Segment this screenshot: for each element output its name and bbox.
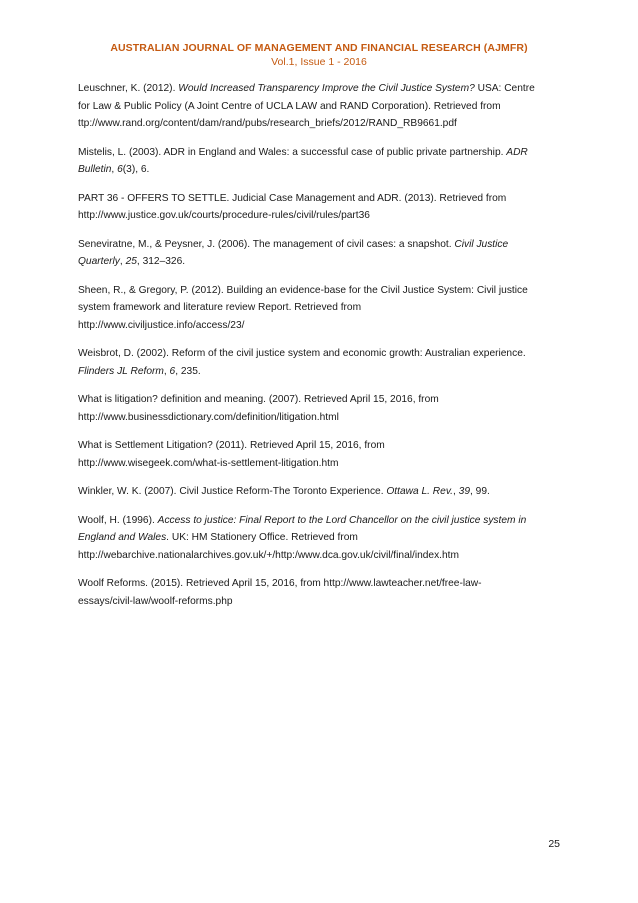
reference-text: Mistelis, L. (2003). ADR in England and Wales: a successful case of public private partnership. (78, 146, 507, 158)
reference-line (78, 483, 566, 501)
reference-line (78, 363, 566, 381)
reference-text: Sheen, R., & Gregory, P. (2012). Building an evidence-base for the Civil Justice System: Civil justice (78, 284, 528, 296)
reference-italic-text: Civil Justice (454, 238, 509, 250)
reference-italic-text: ADR (506, 146, 528, 158)
reference-text: , 235. (175, 365, 201, 377)
reference-line (78, 115, 566, 133)
reference-italic-text: England and Wales (78, 532, 167, 543)
reference-line (78, 253, 566, 271)
reference-line (78, 161, 566, 179)
reference-text: ttp://www.rand.org/content/dam/rand/pubs/research_briefs/2012/RAND_RB9661.pdf (78, 118, 457, 129)
page-header (0, 42, 638, 68)
reference-text: Winkler, W. K. (2007). Civil Justice Reform-The Toronto Experience. (78, 486, 387, 497)
reference-text: http://www.wisegeek.com/what-is-settlement-litigation.htm (78, 457, 339, 469)
reference-line (78, 299, 566, 317)
reference-text: PART 36 - OFFERS TO SETTLE. Judicial Case Management and ADR. (2013). Retrieved from (78, 192, 507, 204)
reference-italic-text: Bulletin (78, 164, 112, 175)
page-number: 25 (548, 838, 560, 850)
reference-line (78, 437, 566, 455)
reference-italic-text: 6 (169, 365, 176, 377)
reference-line (78, 98, 566, 116)
reference-line (78, 236, 566, 254)
reference-text: Leuschner, K. (2012). (78, 83, 179, 94)
reference-text: , (119, 256, 126, 267)
reference-entry (78, 144, 566, 179)
reference-text: What is Settlement Litigation? (2011). Retrieved April 15, 2016, from (78, 440, 385, 451)
reference-text: (3), 6. (122, 164, 150, 175)
reference-line (78, 593, 566, 611)
reference-text: , 312–326. (136, 256, 186, 267)
reference-text: Seneviratne, M., & Peysner, J. (2006). The management of civil cases: a snapshot. (78, 238, 455, 250)
reference-line (78, 282, 566, 300)
reference-line (78, 575, 566, 593)
reference-italic-text: Ottawa L. Rev. (386, 486, 453, 497)
reference-line (78, 190, 566, 208)
reference-line (78, 144, 566, 162)
reference-entry (78, 80, 566, 133)
reference-text: Woolf, H. (1996). (78, 514, 158, 526)
reference-line (78, 80, 566, 98)
reference-italic-text: Quarterly (78, 256, 120, 267)
reference-entry (78, 437, 566, 472)
reference-text: http://www.civiljustice.info/access/23/ (78, 319, 245, 331)
reference-entry (78, 190, 566, 225)
reference-entry (78, 345, 566, 380)
reference-italic-text: Would Increased Transparency Improve the Civil Justice System? (178, 83, 475, 94)
reference-entry (78, 512, 566, 565)
reference-text: What is litigation? definition and meaning. (2007). Retrieved April 15, 2016, from (78, 394, 439, 405)
reference-line (78, 345, 566, 363)
reference-line (78, 529, 566, 547)
reference-entry (78, 483, 566, 501)
reference-text: Weisbrot, D. (2002). Reform of the civil justice system and economic growth: Australian experience. (78, 348, 526, 359)
reference-text: http://webarchive.nationalarchives.gov.uk/+/http:/www.dca.gov.uk/civil/final/index.htm (78, 549, 459, 561)
reference-italic-text: 6 (117, 164, 123, 175)
reference-entry (78, 575, 566, 610)
reference-line (78, 207, 566, 225)
reference-entry (78, 391, 566, 426)
reference-list (78, 80, 566, 621)
reference-text: Woolf Reforms. (2015). Retrieved April 15, 2016, from http://www.lawteacher.net/free-law- (78, 578, 482, 589)
reference-text: http://www.justice.gov.uk/courts/procedure-rules/civil/rules/part36 (78, 210, 370, 221)
reference-text: for Law & Public Policy (A Joint Centre of UCLA LAW and RAND Corporation). Retrieved from (78, 100, 501, 112)
reference-entry (78, 236, 566, 271)
reference-italic-text: Access to justice: Final Report to the Lord Chancellor on the civil justice system in (157, 514, 527, 526)
reference-line (78, 409, 566, 427)
reference-text: , 99. (470, 486, 490, 497)
reference-line (78, 391, 566, 409)
reference-text: . UK: HM Stationery Office. Retrieved from (166, 532, 358, 543)
reference-line (78, 547, 566, 565)
reference-italic-text: Flinders JL Reform (78, 365, 164, 377)
reference-text: http://www.businessdictionary.com/definition/litigation.html (78, 411, 339, 423)
reference-text: essays/civil-law/woolf-reforms.php (78, 595, 233, 607)
reference-text: system framework and literature review Report. Retrieved from (78, 302, 362, 313)
reference-text: , (111, 164, 118, 175)
reference-entry (78, 282, 566, 335)
reference-text: , (453, 486, 459, 497)
reference-line (78, 455, 566, 473)
reference-italic-text: 25 (125, 256, 137, 267)
reference-italic-text: 39 (458, 486, 471, 497)
journal-title: AUSTRALIAN JOURNAL OF MANAGEMENT AND FINANCIAL RESEARCH (AJMFR) (110, 42, 528, 54)
reference-line (78, 317, 566, 335)
reference-line (78, 512, 566, 530)
journal-issue: Vol.1, Issue 1 - 2016 (271, 56, 367, 68)
reference-text: USA: Centre (474, 83, 535, 94)
reference-text: , (163, 365, 170, 377)
